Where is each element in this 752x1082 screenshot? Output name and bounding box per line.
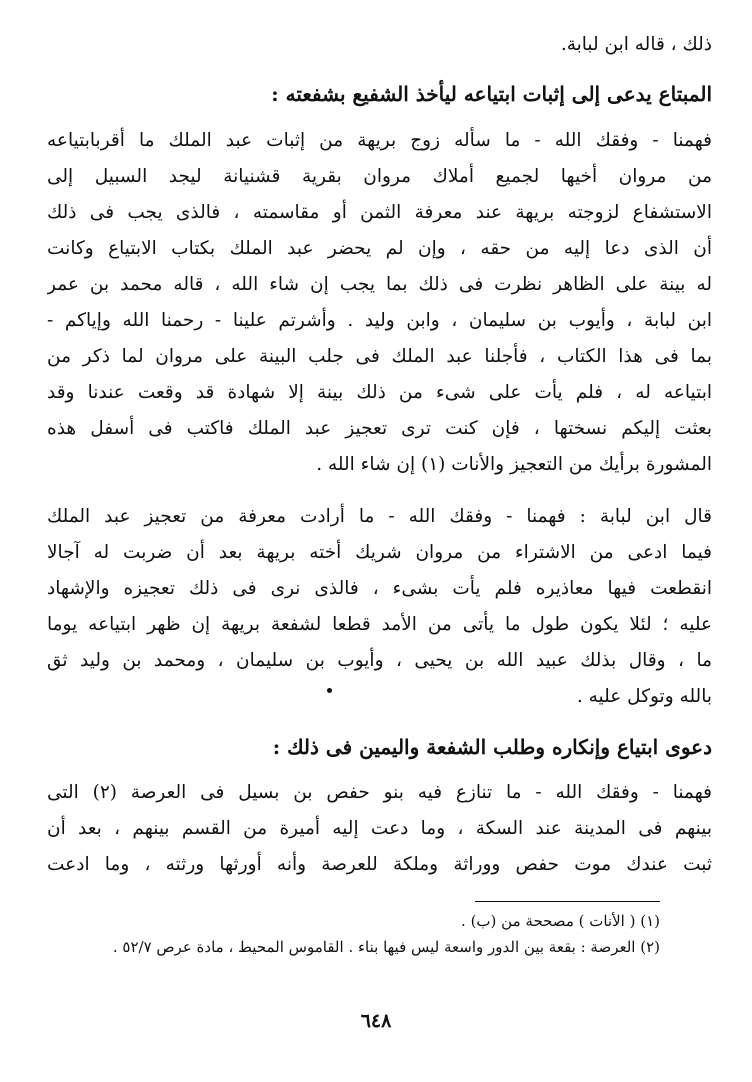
page-number: ٦٤٨ [360, 1010, 392, 1032]
text-line-20: فهمنا - وفقك الله - ما تنازع فيه بنو حفص بن بسيل فى العرصة (٢) التى [47, 782, 712, 803]
text-line-12: المشورة برأيك من التعجيز والأنات (١) إن شاء الله . [316, 454, 712, 475]
text-line-9: بما فى هذا الكتاب ، فأجلنا عبد الملك فى جلب البينة على مروان لما ذكر من [47, 346, 712, 367]
text-line-17: ما ، وقال بذلك عبيد الله بن يحيى ، وأيوب بن سليمان ، ومحمد بن وليد ثق [47, 650, 712, 671]
text-line-6: أن الذى دعا إليه من حقه ، وإن لم يحضر عبد الملك بكتاب الابتياع وكانت [47, 238, 712, 259]
footnote-divider [475, 901, 660, 902]
text-line-15: انقطعت فيها معاذيره فلم يأت بشىء ، فالذى نرى فى ذلك تعجيزه والإشهاد [47, 578, 712, 599]
text-line-4: من مروان أخيها لجميع أملاك مروان بقرية قشنيانة ليجد السبيل إلى [47, 166, 712, 187]
text-line-13: قال ابن لبابة : فهمنا - وفقك الله - ما أرادت معرفة من تعجيز عبد الملك [47, 506, 712, 527]
text-line-14: فيما ادعى من الاشتراء من مروان شريك أخته بريهة بعد أن ضربت له آجالا [47, 542, 712, 563]
section-heading-1: المبتاع يدعى إلى إثبات ابتياعه ليأخذ الشفيع بشفعته : [271, 82, 712, 106]
footnote-2: (٢) العرصة : بقعة بين الدور واسعة ليس فيها بناء . القاموس المحيط ، مادة عرص ٥٢/٧ . [112, 938, 660, 956]
text-line-5: الاستشفاع لزوجته بريهة عند معرفة الثمن أو مقاسمته ، فالذى يجب فى ذلك [47, 202, 712, 223]
text-line-18: بالله وتوكل عليه . [576, 686, 712, 707]
text-line-11: بعثت إليكم نسختها ، فإن كنت ترى تعجيز عبد الملك فاكتب فى أسفل هذه [47, 418, 712, 439]
text-line-3: فهمنا - وفقك الله - ما سأله زوج بريهة من إثبات عبد الملك ما أقربابتياعه [47, 130, 712, 151]
text-line-10: ابتياعه له ، فلم يأت على شىء من ذلك بينة إلا شهادة قد وقعت عندنا وقد [47, 382, 712, 403]
section-heading-2: دعوى ابتياع وإنكاره وطلب الشفعة واليمين فى ذلك : [272, 735, 712, 759]
ink-dot [327, 688, 332, 693]
text-line-7: له بينة على الظاهر نظرت فى ذلك بما يجب إن شاء الله ، قاله محمد بن عمر [47, 274, 712, 295]
text-line-1: ذلك ، قاله ابن لبابة. [560, 34, 712, 55]
text-line-22: ثبت عندك موت حفص ووراثة وملكة للعرصة وأنه أورثها ورثته ، وما ادعت [47, 854, 712, 875]
text-line-8: ابن لبابة ، وأيوب بن سليمان ، وابن وليد . وأشرتم علينا - رحمنا الله وإياكم - [47, 310, 712, 331]
text-line-16: عليه ؛ لئلا يكون طول ما يأتى من الأمد قطعا لشفعة بريهة إن ظهر ابتياعه يوما [47, 614, 712, 635]
footnote-1: (١) ( الأنات ) مصححة من (ب) . [461, 912, 660, 930]
text-line-21: بينهم فى المدينة عند السكة ، وما دعت إليه أميرة من القسم بينهم ، بعد أن [47, 818, 712, 839]
